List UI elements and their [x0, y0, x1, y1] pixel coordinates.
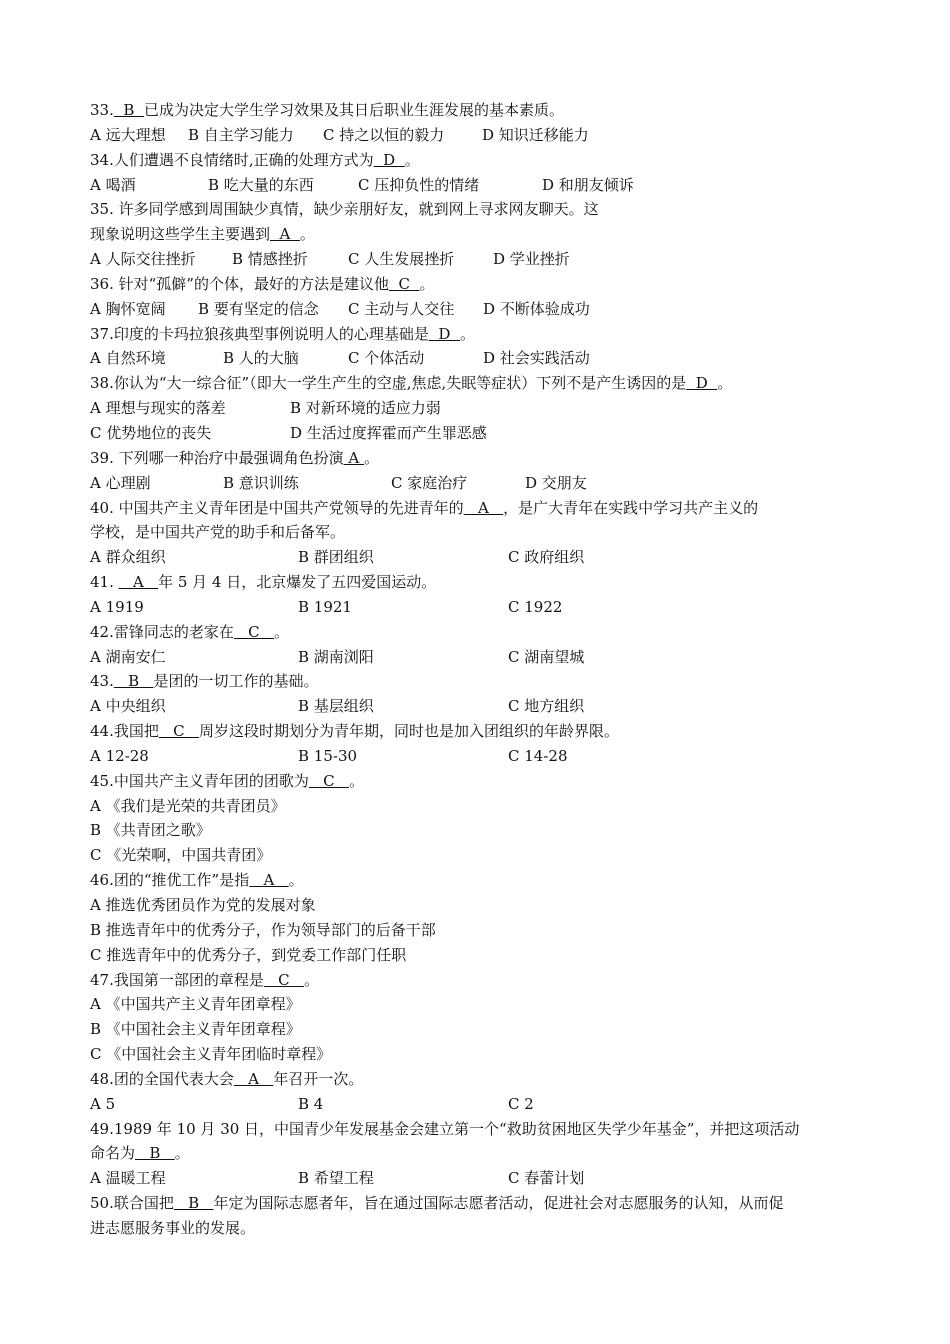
question-text: A 《中国共产主义青年团章程》: [90, 995, 301, 1014]
question-text-tail: 。: [174, 1144, 190, 1163]
question-line: [90, 893, 870, 918]
option-c: C 春蕾计划: [508, 1169, 585, 1188]
option-b: B 对新环境的适应力弱: [290, 399, 441, 418]
question-text-tail: 。: [419, 274, 435, 293]
question-text: 34.人们遭遇不良情绪时,正确的处理方式为: [90, 150, 374, 169]
question-line: [90, 148, 870, 173]
question-text-tail: 。: [404, 150, 420, 169]
option-b: B 自主学习能力: [188, 125, 294, 144]
options-row: [90, 123, 870, 148]
question-text: B 《中国社会主义青年团章程》: [90, 1020, 301, 1039]
question-line: [90, 620, 870, 645]
option-b: B 人的大脑: [223, 349, 299, 368]
question-line: [90, 496, 870, 521]
option-a: A 群众组织: [90, 548, 166, 567]
option-c: C 人生发展挫折: [348, 250, 455, 269]
question-text: B 推选青年中的优秀分子，作为领导部门的后备干部: [90, 920, 436, 939]
document-page: [90, 98, 870, 1241]
question-text: 进志愿服务事业的发展。: [90, 1218, 256, 1237]
question-text-tail: 年召开一次。: [273, 1069, 364, 1088]
question-text: C 推选青年中的优秀分子，到党委工作部门任职: [90, 945, 407, 964]
question-text: C 《光荣啊，中国共青团》: [90, 846, 272, 865]
question-text: 38.你认为“大一综合征”（即大一学生产生的空虚,焦虑,失眠等症状）下列不是产生诱因的是: [90, 374, 687, 393]
question-line: [90, 446, 870, 471]
options-row: [90, 744, 870, 769]
question-text: 43.: [90, 672, 114, 691]
options-row: [90, 247, 870, 272]
option-a: A 中央组织: [90, 697, 166, 716]
answer-blank: C: [388, 274, 420, 293]
option-d: D 和朋友倾诉: [542, 175, 634, 194]
options-row: [90, 1092, 870, 1117]
option-d: D 学业挫折: [493, 250, 570, 269]
option-c: C 湖南望城: [508, 647, 585, 666]
question-line: [90, 918, 870, 943]
question-line: [90, 222, 870, 247]
question-line: [90, 1067, 870, 1092]
question-text: 现象说明这些学生主要遇到: [90, 225, 271, 244]
question-line: [90, 197, 870, 222]
option-c: C 压抑负性的情绪: [358, 175, 480, 194]
question-text: 35. 许多同学感到周围缺少真情，缺少亲朋好友，就到网上寻求网友聊天。这: [90, 200, 599, 219]
options-row: [90, 694, 870, 719]
option-a: A 喝酒: [90, 175, 136, 194]
question-text: A 推选优秀团员作为党的发展对象: [90, 896, 316, 914]
question-text: C 《中国社会主义青年团临时章程》: [90, 1045, 332, 1064]
answer-blank: B: [135, 1144, 175, 1163]
question-text: 40. 中国共产主义青年团是中国共产党领导的先进青年的: [90, 498, 464, 517]
option-b: B 意识训练: [223, 473, 299, 492]
option-b: B 情感挫折: [232, 250, 308, 269]
question-text: 48.团的全国代表大会: [90, 1069, 234, 1088]
options-row: [90, 1166, 870, 1191]
option-b: B 群团组织: [298, 548, 374, 567]
question-text-tail: 已成为决定大学生学习效果及其日后职业生涯发展的基本素质。: [143, 101, 564, 119]
options-row: [90, 346, 870, 371]
answer-blank: C: [263, 970, 304, 989]
question-text: 50.联合国把: [90, 1194, 174, 1213]
option-c: C 政府组织: [508, 548, 585, 567]
question-text-tail: 周岁这段时期划分为青年期，同时也是加入团组织的年龄界限。: [198, 722, 619, 741]
option-c: C 主动与人交往: [348, 299, 455, 318]
question-line: [90, 272, 870, 297]
question-text: 33.: [90, 101, 114, 119]
question-text-tail: 。: [288, 871, 304, 890]
answer-blank: C: [308, 771, 349, 790]
question-text-tail: 。: [459, 324, 475, 343]
options-row: [90, 595, 870, 620]
option-b: B 希望工程: [298, 1169, 374, 1188]
question-text: 学校，是中国共产党的助手和后备军。: [90, 523, 346, 542]
answer-blank: C: [158, 722, 199, 741]
answer-blank: B: [113, 101, 144, 119]
options-row: [90, 421, 870, 446]
question-text: 41.: [90, 573, 119, 592]
option-b: B 4: [298, 1094, 324, 1113]
question-text-tail: 。: [348, 771, 364, 790]
option-c: C 2: [508, 1094, 534, 1113]
question-line: [90, 322, 870, 347]
option-a: A 湖南安仁: [90, 647, 166, 666]
option-c: C 1922: [508, 597, 563, 616]
question-text-tail: 。: [364, 448, 380, 467]
answer-blank: A: [343, 448, 364, 467]
question-text-tail: 。: [273, 622, 289, 641]
question-line: [90, 794, 870, 819]
option-a: A 5: [90, 1094, 116, 1113]
question-text: 36. 针对“孤僻”的个体，最好的方法是建议他: [90, 274, 389, 293]
answer-blank: B: [173, 1194, 214, 1213]
option-b: B 1921: [298, 597, 352, 616]
option-a: A 心理剧: [90, 473, 151, 492]
option-b: B 基层组织: [298, 697, 374, 716]
option-a: A 人际交往挫折: [90, 250, 196, 269]
answer-blank: A: [249, 871, 289, 890]
question-line: [90, 520, 870, 545]
question-text-tail: 。: [303, 970, 319, 989]
option-a: A 远大理想: [90, 125, 166, 144]
answer-blank: A: [233, 1069, 274, 1088]
option-c: C 家庭治疗: [391, 473, 468, 492]
option-a: A 温暖工程: [90, 1169, 166, 1188]
answer-blank: D: [428, 324, 460, 343]
question-line: [90, 719, 870, 744]
option-a: A 1919: [90, 597, 144, 616]
question-line: [90, 843, 870, 868]
answer-blank: A: [463, 498, 504, 517]
option-a: A 理想与现实的落差: [90, 399, 226, 418]
question-text-tail: 是团的一切工作的基础。: [153, 672, 319, 691]
question-text-tail: 。: [299, 225, 315, 244]
question-line: [90, 371, 870, 396]
question-line: [90, 769, 870, 794]
question-text: 39. 下列哪一种治疗中最强调角色扮演: [90, 448, 344, 467]
answer-blank: A: [270, 225, 300, 244]
question-line: [90, 818, 870, 843]
question-line: [90, 1216, 870, 1241]
option-b: B 15-30: [298, 746, 358, 765]
answer-blank: A: [118, 573, 159, 592]
option-b: B 湖南浏阳: [298, 647, 374, 666]
question-text: 37.印度的卡玛拉狼孩典型事例说明人的心理基础是: [90, 324, 429, 343]
options-row: [90, 297, 870, 322]
question-text: 46.团的“推优工作”是指: [90, 871, 250, 890]
option-c: C 持之以恒的毅力: [323, 125, 445, 144]
question-line: [90, 570, 870, 595]
question-text-tail: ，是广大青年在实践中学习共产主义的: [503, 498, 759, 517]
question-text: B 《共青团之歌》: [90, 821, 211, 840]
question-text-tail: 。: [717, 374, 733, 393]
option-d: D 社会实践活动: [483, 349, 590, 368]
option-d: D 交朋友: [525, 473, 587, 492]
option-a: A 12-28: [90, 746, 149, 765]
option-a: A 胸怀宽阔: [90, 299, 166, 318]
option-d: D 知识迁移能力: [482, 125, 589, 144]
answer-blank: B: [113, 672, 154, 691]
question-line: [90, 1141, 870, 1166]
answer-blank: C: [233, 622, 274, 641]
question-text-tail: 年定为国际志愿者年，旨在通过国际志愿者活动，促进社会对志愿服务的认知，从而促: [213, 1194, 784, 1213]
question-line: [90, 868, 870, 893]
question-line: [90, 1017, 870, 1042]
question-line: [90, 992, 870, 1017]
option-d: D 生活过度挥霍而产生罪恶感: [290, 423, 487, 442]
question-text: 45.中国共产主义青年团的团歌为: [90, 771, 309, 790]
question-text: 命名为: [90, 1144, 136, 1163]
question-text: 49.1989 年 10 月 30 日，中国青少年发展基金会建立第一个“救助贫困地区失学少年基金”，并把这项活动: [90, 1119, 800, 1138]
option-b: B 吃大量的东西: [208, 175, 314, 194]
question-line: [90, 98, 870, 123]
question-line: [90, 943, 870, 968]
question-line: [90, 1117, 870, 1142]
option-c: C 14-28: [508, 746, 568, 765]
question-text: 42.雷锋同志的老家在: [90, 622, 234, 641]
option-c: C 个体活动: [348, 349, 425, 368]
options-row: [90, 645, 870, 670]
options-row: [90, 471, 870, 496]
option-c: C 优势地位的丧失: [90, 423, 212, 442]
options-row: [90, 173, 870, 198]
answer-blank: D: [686, 374, 718, 393]
question-text-tail: 年 5 月 4 日，北京爆发了五四爱国运动。: [158, 573, 437, 592]
question-text: 47.我国第一部团的章程是: [90, 970, 264, 989]
option-a: A 自然环境: [90, 349, 166, 368]
option-b: B 要有坚定的信念: [198, 299, 319, 318]
question-text: 44.我国把: [90, 722, 159, 741]
question-line: [90, 968, 870, 993]
option-c: C 地方组织: [508, 697, 585, 716]
question-line: [90, 1191, 870, 1216]
answer-blank: D: [373, 150, 405, 169]
options-row: [90, 545, 870, 570]
question-line: [90, 1042, 870, 1067]
option-d: D 不断体验成功: [483, 299, 590, 318]
question-text: A 《我们是光荣的共青团员》: [90, 796, 286, 815]
question-line: [90, 669, 870, 694]
options-row: [90, 396, 870, 421]
